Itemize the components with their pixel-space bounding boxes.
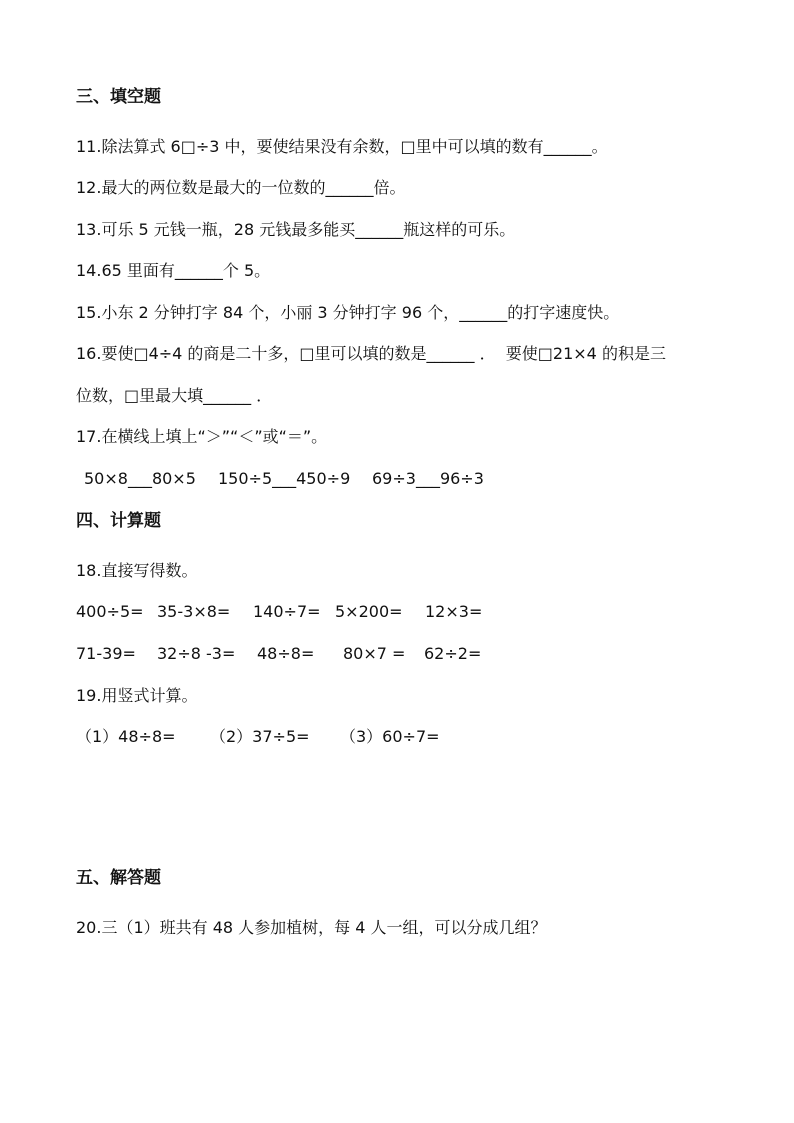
comparison-item: 69÷3___96÷3 <box>372 469 484 488</box>
question-19: 19.用竖式计算。 <box>76 686 198 705</box>
section-title-word-problems: 五、解答题 <box>76 868 161 888</box>
vertical-calculation-item: （1）48÷8= <box>76 727 176 746</box>
arithmetic-item: 80×7 = <box>343 644 406 663</box>
question-14: 14.65 里面有______个 5。 <box>76 261 271 280</box>
question-18-row-1 <box>76 600 776 624</box>
comparison-item: 50×8___80×5 <box>84 469 196 488</box>
question-16-line-2: 位数，□里最大填______ ． <box>76 386 273 405</box>
section-title-calculation: 四、计算题 <box>76 511 161 531</box>
question-18-row-2 <box>76 642 776 666</box>
question-15: 15.小东 2 分钟打字 84 个，小丽 3 分钟打字 96 个，______的打字速度快。 <box>76 303 620 322</box>
arithmetic-item: 71-39= <box>76 644 136 663</box>
vertical-calculation-item: （2）37÷5= <box>210 727 310 746</box>
arithmetic-item: 400÷5= <box>76 602 144 621</box>
question-13: 13.可乐 5 元钱一瓶，28 元钱最多能买______瓶这样的可乐。 <box>76 220 516 239</box>
arithmetic-item: 62÷2= <box>424 644 482 663</box>
question-20: 20.三（1）班共有 48 人参加植树，每 4 人一组，可以分成几组？ <box>76 918 547 937</box>
question-18: 18.直接写得数。 <box>76 561 198 580</box>
arithmetic-item: 35-3×8= <box>157 602 231 621</box>
question-17: 17.在横线上填上“＞”“＜”或“＝”。 <box>76 427 328 446</box>
arithmetic-item: 12×3= <box>425 602 483 621</box>
arithmetic-item: 140÷7= <box>253 602 321 621</box>
question-19-items <box>76 725 776 749</box>
question-17-comparisons <box>76 467 776 491</box>
comparison-item: 150÷5___450÷9 <box>218 469 351 488</box>
question-12: 12.最大的两位数是最大的一位数的______倍。 <box>76 178 406 197</box>
section-title-fill-in: 三、填空题 <box>76 87 161 107</box>
question-11: 11.除法算式 6□÷3 中，要使结果没有余数，□里中可以填的数有______。 <box>76 137 608 156</box>
question-16-line-1: 16.要使□4÷4 的商是二十多，□里可以填的数是______ ． 要使□21×4 的积是三 <box>76 344 666 363</box>
arithmetic-item: 32÷8 -3= <box>157 644 236 663</box>
arithmetic-item: 48÷8= <box>257 644 315 663</box>
arithmetic-item: 5×200= <box>335 602 403 621</box>
vertical-calculation-item: （3）60÷7= <box>340 727 440 746</box>
